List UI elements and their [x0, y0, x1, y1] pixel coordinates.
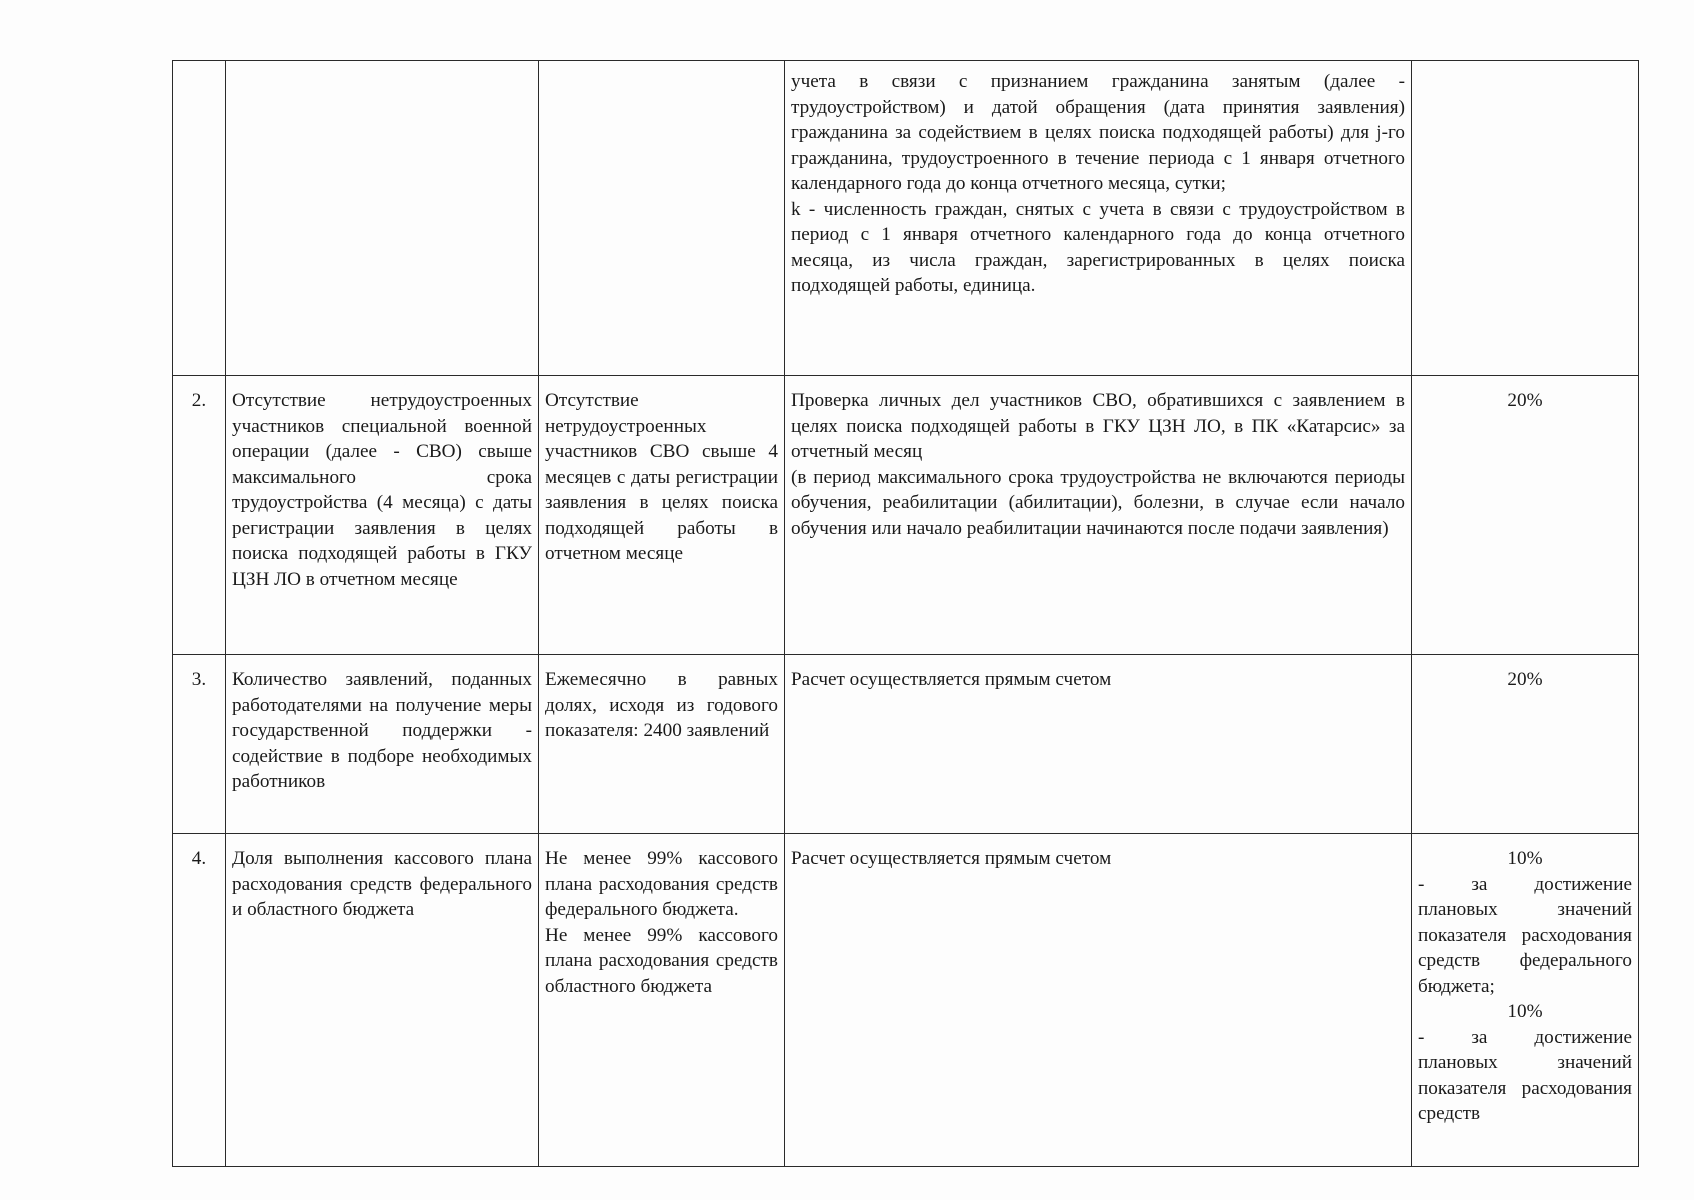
indicator-cell [226, 61, 539, 376]
method-cell [785, 61, 1412, 376]
target-cell [539, 61, 785, 376]
weight-value: 10% [1507, 1001, 1543, 1022]
target-cell: Ежемесячно в равных долях, исходя из годового показателя: 2400 заявлений [539, 655, 785, 834]
table-row [173, 376, 1639, 655]
target-cell: Отсутствие нетрудоустроенных участников СВО свыше 4 месяцев с даты регистрации заявления в целях поиска подходящей работы в отчетном месяце [539, 376, 785, 655]
weight-note: - за достижение плановых значений показателя расходования средств федерального бюджета; [1418, 873, 1632, 997]
indicator-cell: Доля выполнения кассового плана расходования средств федерального и областного бюджета [226, 834, 539, 1167]
method-text: Проверка личных дел участников СВО, обратившихся с заявлением в целях поиска подходящей работы в ГКУ ЦЗН ЛО, в ПК «Катарсис» за отчетный месяц [791, 390, 1405, 462]
target-text: Не менее 99% кассового плана расходования средств федерального бюджета. [545, 848, 778, 920]
weight-cell [1412, 834, 1639, 1167]
method-text: k - численность граждан, снятых с учета в связи с трудоустройством в период с 1 января отчетного календарного года до конца отчетного месяца, из числа граждан, зарегистрированных в целях поиска подходящей работы, единица. [791, 198, 1405, 296]
row-number: 2. [173, 376, 226, 655]
table-row [173, 655, 1639, 834]
weight-value: 10% [1507, 848, 1543, 869]
row-number: 4. [173, 834, 226, 1167]
weight-cell [1412, 61, 1639, 376]
method-text: (в период максимального срока трудоустройства не включаются периоды обучения, реабилитации (абилитации), болезни, в случае если начало обучения или начало реабилитации начинаются после подачи заявления) [791, 466, 1405, 539]
indicator-cell: Отсутствие нетрудоустроенных участников специальной военной операции (далее - СВО) свыше максимального срока трудоустройства (4 месяца) с даты регистрации заявления в целях поиска подходящей работы в ГКУ ЦЗН ЛО в отчетном месяце [226, 376, 539, 655]
target-text: Не менее 99% кассового плана расходования средств областного бюджета [545, 924, 778, 997]
table-row [173, 834, 1639, 1167]
weight-note: - за достижение плановых значений показателя расходования средств [1418, 1026, 1632, 1124]
weight-cell [1412, 376, 1639, 655]
method-text: Расчет осуществляется прямым счетом [791, 848, 1112, 869]
table-row [173, 61, 1639, 376]
row-number [173, 61, 226, 376]
method-cell [785, 376, 1412, 655]
method-cell [785, 834, 1412, 1167]
indicator-cell: Количество заявлений, поданных работодателями на получение меры государственной поддержки - содействие в подборе необходимых работников [226, 655, 539, 834]
weight-value: 20% [1507, 669, 1543, 690]
weight-value: 20% [1507, 390, 1543, 411]
target-cell [539, 834, 785, 1167]
criteria-table [172, 60, 1639, 1167]
weight-cell [1412, 655, 1639, 834]
row-number: 3. [173, 655, 226, 834]
method-text: Расчет осуществляется прямым счетом [791, 669, 1112, 690]
method-text: учета в связи с признанием гражданина занятым (далее - трудоустройством) и датой обращения (дата принятия заявления) гражданина за содействием в целях поиска подходящей работы) для j-го гражданина, трудоустроенного в течение периода с 1 января отчетного календарного года до конца отчетного месяца, сутки; [791, 71, 1405, 194]
method-cell [785, 655, 1412, 834]
